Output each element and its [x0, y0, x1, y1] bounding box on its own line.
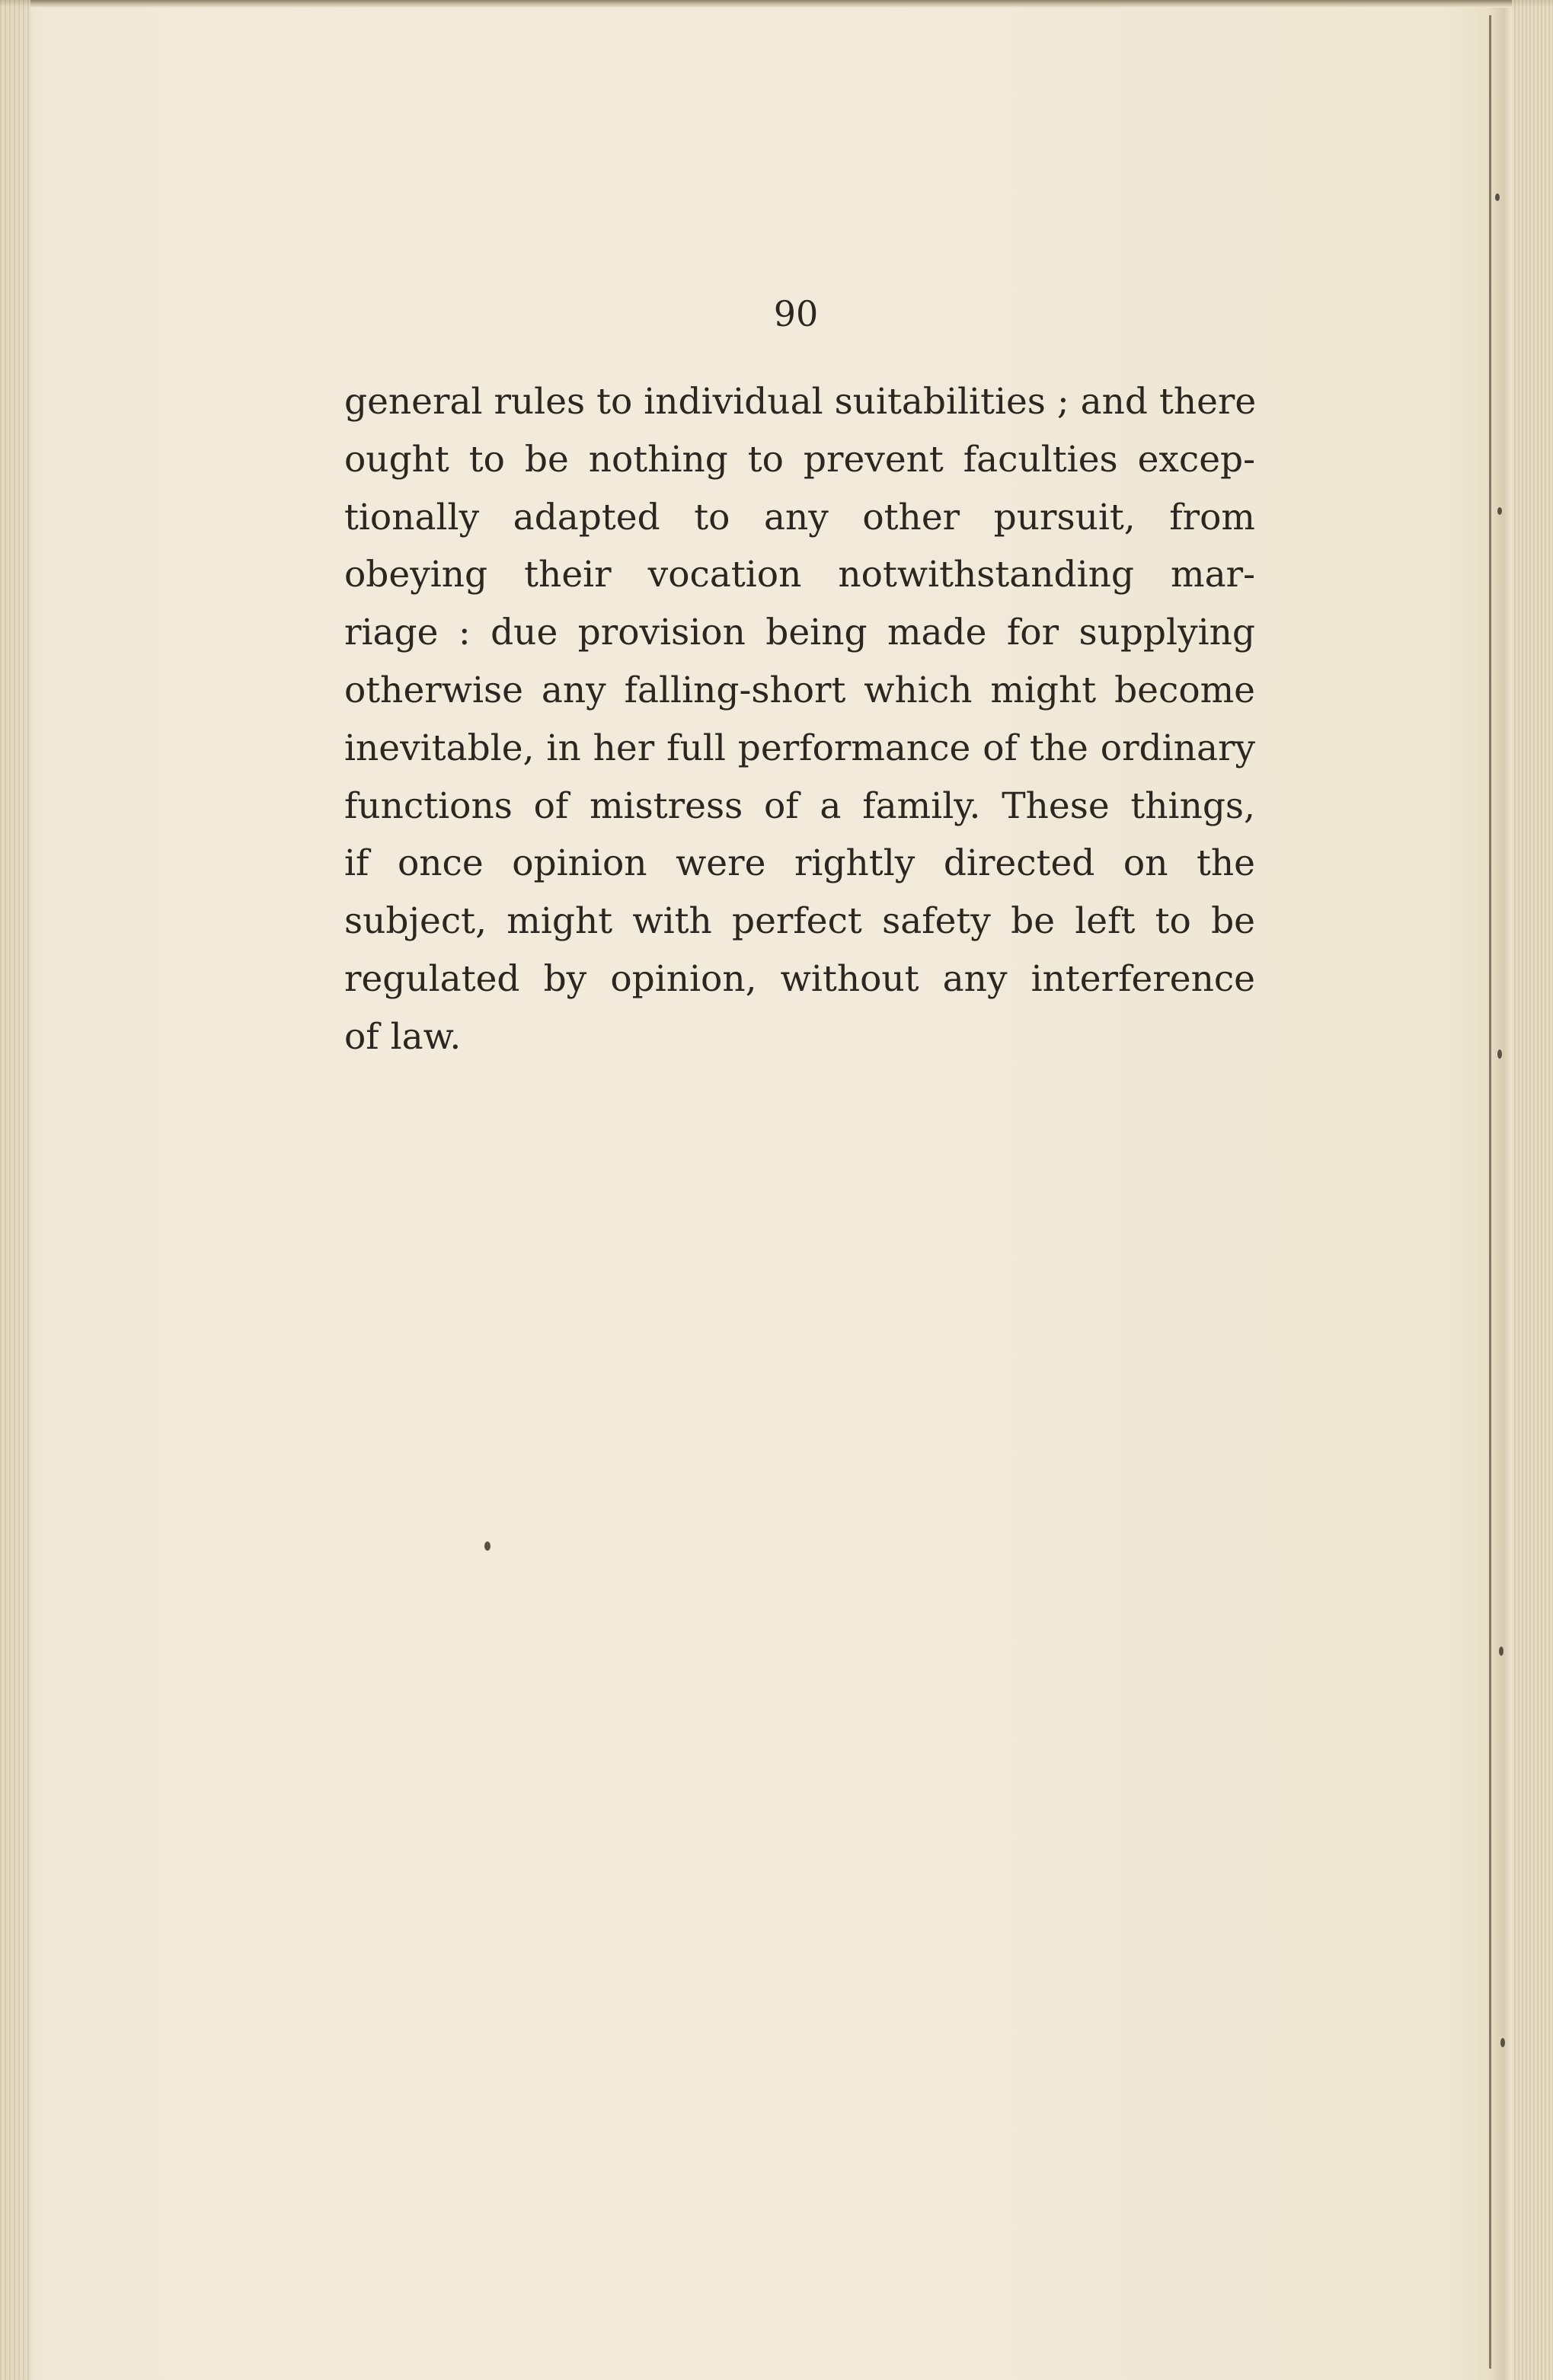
body-paragraph [344, 373, 1255, 1066]
text-line: of law. [344, 1015, 462, 1058]
text-line: obeying their vocation notwithstanding mar- [344, 554, 1255, 596]
text-line: riage : due provision being made for supplying [344, 612, 1255, 654]
text-line: regulated by opinion, without any interference [344, 957, 1255, 1000]
text-line: otherwise any falling-short which might become [344, 669, 1255, 711]
page-top-edge [0, 0, 1553, 8]
text-line: inevitable, in her full performance of the ordinary [344, 727, 1255, 769]
text-line: functions of mistress of a family. These things, [344, 784, 1255, 827]
text-line: general rules to individual suitabilities ; and there [344, 381, 1257, 423]
text-line: subject, might with perfect safety be left to be [344, 900, 1255, 943]
paper-speck [1497, 1049, 1502, 1059]
text-line: if once opinion were rightly directed on the [344, 842, 1255, 885]
page-gutter-edge [0, 0, 30, 2380]
page-number: 90 [773, 293, 819, 334]
text-line: tionally adapted to any other pursuit, from [344, 496, 1255, 538]
page-fore-edge [1489, 15, 1514, 2369]
text-line: ought to be nothing to prevent faculties excep- [344, 438, 1255, 481]
paper-speck [1495, 193, 1500, 201]
page-stack-edge [1512, 0, 1553, 2380]
paper-speck [484, 1541, 491, 1551]
paper-speck [1500, 2038, 1505, 2047]
paper-speck [1497, 507, 1502, 515]
paper-speck [1499, 1647, 1503, 1656]
